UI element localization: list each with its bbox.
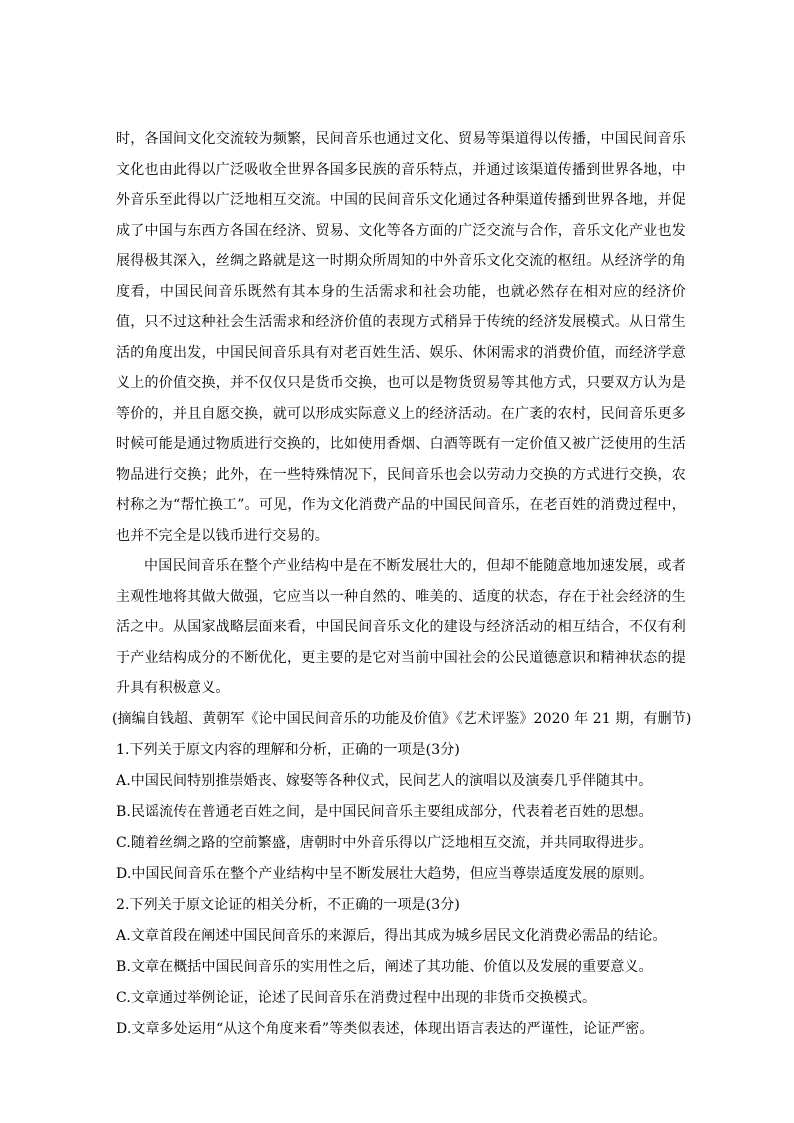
passage-paragraph-1: 时，各国间文化交流较为频繁，民间音乐也通过文化、贸易等渠道得以传播，中国民间音乐文化也由此得以广泛吸收全世界各国多民族的音乐特点，并通过该渠道传播到世界各地，中外音乐至此得以广泛地相互交流。中国的民间音乐文化通过各种渠道传播到世界各地，并促成了中国与东西方各国在经济、贸易、文化等各方面的广泛交流与合作，音乐文化产业也发展得极其深入，丝绸之路就是这一时期众所周知的中外音乐文化交流的枢纽。从经济学的角度看，中国民间音乐既然有其本身的生活需求和社会功能，也就必然存在相对应的经济价值，只不过这种社会生活需求和经济价值的表现方式稍异于传统的经济发展模式。从日常生活的角度出发，中国民间音乐具有对老百姓生活、娱乐、休闲需求的消费价值，而经济学意义上的价值交换，并不仅仅只是货币交换，也可以是物货贸易等其他方式，只要双方认为是等价的，并且自愿交换，就可以形成实际意义上的经济活动。在广袤的农村，民间音乐更多时候可能是通过物质进行交换的，比如使用香烟、白酒等既有一定价值又被广泛使用的生活物品进行交换；此外，在一些特殊情况下，民间音乐也会以劳动力交换的方式进行交换，农村称之为“帮忙换工”。可见，作为文化消费产品的中国民间音乐，在老百姓的消费过程中，也并不完全是以钱币进行交易的。 <box>116 131 686 544</box>
option-b: B.民谣流传在普通老百姓之间，是中国民间音乐主要组成部分，代表着老百姓的思想。 <box>116 803 653 820</box>
question-stem: 2.下列关于原文论证的相关分析，不正确的一项是(3分) <box>116 896 460 913</box>
option-a: A.中国民间特别推崇婚丧、嫁娶等各种仪式，民间艺人的演唱以及演奏几乎伴随其中。 <box>116 772 653 789</box>
option-d: D.中国民间音乐在整个产业结构中呈不断发展壮大趋势，但应当尊崇适度发展的原则。 <box>116 865 654 882</box>
passage-paragraph-2: 中国民间音乐在整个产业结构中是在不断发展壮大的，但却不能随意地加速发展，或者主观性地将其做大做强，它应当以一种自然的、唯美的、适度的状态，存在于社会经济的生活之中。从国家战略层面来看，中国民间音乐文化的建设与经济活动的相互结合，不仅有利于产业结构成分的不断优化，更主要的是它对当前中国社会的公民道德意识和精神状态的提升具有积极意义。 <box>116 558 686 696</box>
option-b: B.文章在概括中国民间音乐的实用性之后，阐述了其功能、价值以及发展的重要意义。 <box>116 958 653 975</box>
option-a: A.文章首段在阐述中国民间音乐的来源后，得出其成为城乡居民文化消费必需品的结论。 <box>116 927 667 944</box>
question-1 <box>116 735 686 890</box>
passage-source: (摘编自钱超、黄朝军《论中国民间音乐的功能及价值》《艺术评鉴》2020 年 21 期，有删节) <box>112 710 692 727</box>
question-stem: 1.下列关于原文内容的理解和分析，正确的一项是(3分) <box>116 741 460 758</box>
option-d: D.文章多处运用“从这个角度来看”等类似表述，体现出语言表达的严谨性，论证严密。 <box>116 1020 654 1037</box>
option-c: C.随着丝绸之路的空前繁盛，唐朝时中外音乐得以广泛地相互交流，并共同取得进步。 <box>116 834 653 851</box>
option-c: C.文章通过举例论证，论述了民间音乐在消费过程中出现的非货币交换模式。 <box>116 989 597 1006</box>
question-2 <box>116 890 686 1045</box>
